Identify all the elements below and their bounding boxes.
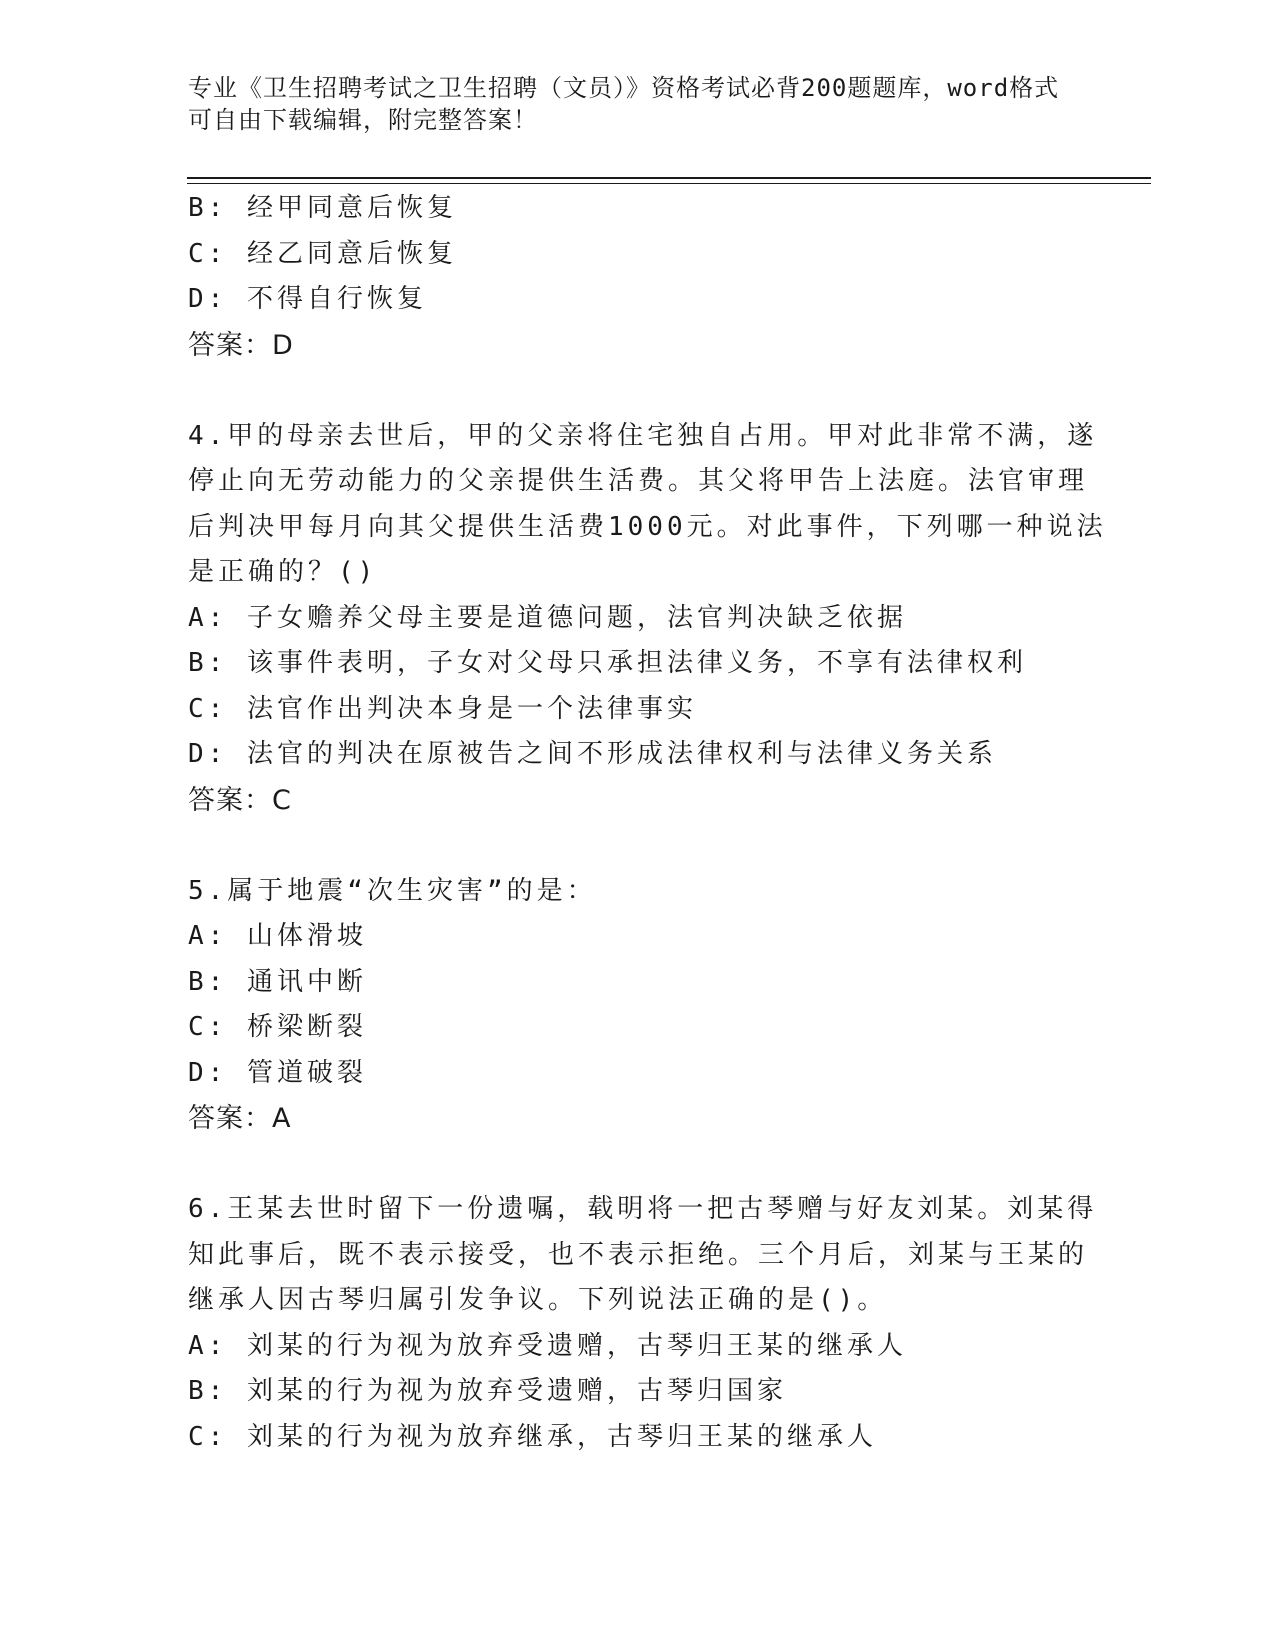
header-rule-thick — [187, 177, 1151, 179]
question-stem-line: 继承人因古琴归属引发争议。下列说法正确的是()。 — [188, 1285, 888, 1315]
question-stem-line: 是正确的？() — [188, 557, 378, 587]
option-d: D: 不得自行恢复 — [188, 284, 427, 314]
question-stem-line: 停止向无劳动能力的父亲提供生活费。其父将甲告上法庭。法官审理 — [188, 466, 1089, 496]
header-rule-thin — [187, 183, 1151, 184]
header-line-1: 专业《卫生招聘考试之卫生招聘（文员）》资格考试必背200题题库，word格式 — [188, 74, 1060, 102]
option-a: A: 山体滑坡 — [188, 921, 367, 951]
option-c: C: 经乙同意后恢复 — [188, 238, 457, 269]
question-list — [188, 186, 1107, 1460]
answer: 答案：C — [188, 784, 292, 816]
option-b: B: 经甲同意后恢复 — [188, 193, 457, 223]
spacer — [188, 823, 1088, 869]
option-d: D: 管道破裂 — [188, 1057, 367, 1088]
question-6 — [188, 1187, 1098, 1460]
option-c: C: 刘某的行为视为放弃继承，古琴归王某的继承人 — [188, 1421, 877, 1452]
answer: 答案：D — [188, 329, 294, 361]
option-c: C: 桥梁断裂 — [188, 1012, 367, 1042]
option-b: B: 通讯中断 — [188, 966, 367, 997]
question-stem-line: 4.甲的母亲去世后，甲的父亲将住宅独自占用。甲对此非常不满，遂 — [188, 420, 1098, 451]
spacer — [188, 1142, 1088, 1188]
question-stem-line: 6.王某去世时留下一份遗嘱，载明将一把古琴赠与好友刘某。刘某得 — [188, 1194, 1098, 1224]
document-header — [188, 72, 1068, 136]
option-b: B: 刘某的行为视为放弃受遗赠，古琴归国家 — [188, 1376, 787, 1406]
question-5 — [188, 869, 1088, 1142]
header-line-2: 可自由下载编辑，附完整答案！ — [188, 106, 538, 134]
option-c: C: 法官作出判决本身是一个法律事实 — [188, 693, 697, 724]
option-a: A: 刘某的行为视为放弃受遗赠，古琴归王某的继承人 — [188, 1330, 907, 1361]
question-4 — [188, 414, 1107, 824]
option-a: A: 子女赡养父母主要是道德问题，法官判决缺乏依据 — [188, 602, 907, 633]
spacer — [188, 368, 1088, 414]
question-stem-line: 5.属于地震“次生灾害”的是： — [188, 875, 597, 906]
question-stem-line: 知此事后，既不表示接受，也不表示拒绝。三个月后，刘某与王某的 — [188, 1239, 1089, 1270]
option-b: B: 该事件表明，子女对父母只承担法律义务，不享有法律权利 — [188, 648, 1027, 678]
question-3 — [188, 186, 1088, 368]
option-d: D: 法官的判决在原被告之间不形成法律权利与法律义务关系 — [188, 739, 997, 769]
question-stem-line: 后判决甲每月向其父提供生活费1000元。对此事件，下列哪一种说法 — [188, 511, 1107, 542]
answer: 答案：A — [188, 1103, 292, 1134]
